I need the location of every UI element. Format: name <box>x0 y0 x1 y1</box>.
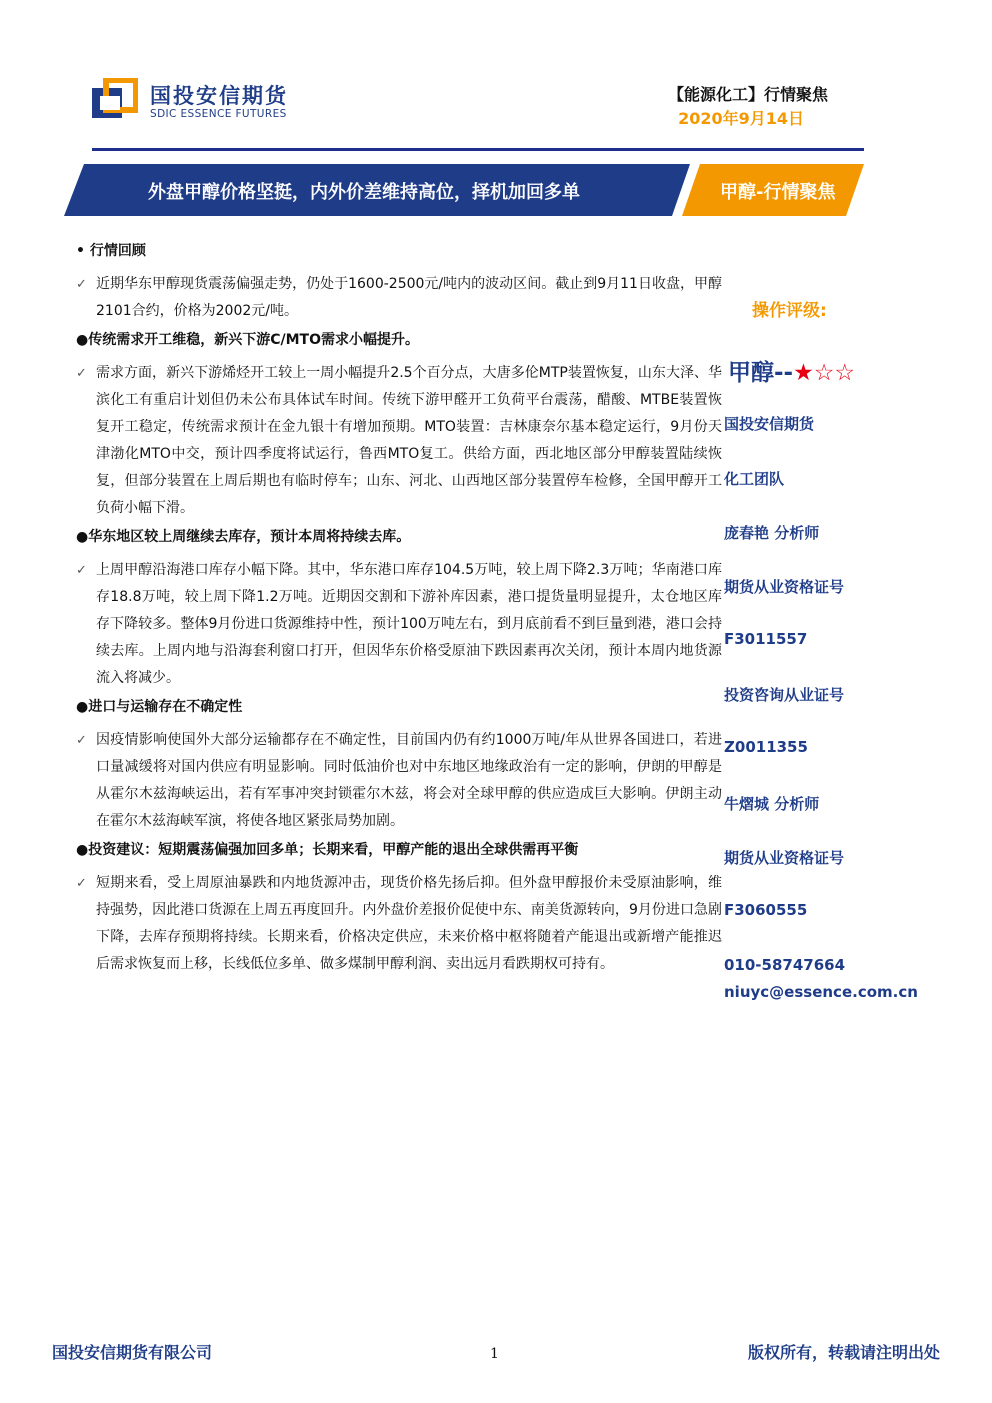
paragraph-text: 短期来看，受上周原油暴跌和内地货源冲击，现货价格先扬后抑。但外盘甲醇报价未受原油影响，维持强势，因此港口货源在上周五再度回升。内外盘价差报价促使中东、南美货源转向，9月份进口急剧下降，去库存预期将持续。长期来看，价格决定供应，未来价格中枢将随着产能退出或新增产能推迟后需求恢复而上移，长线低位多单、做多煤制甲醇利润、卖出远月看跌期权可持有。 <box>96 875 722 972</box>
paragraph-text: 需求方面，新兴下游烯烃开工较上一周小幅提升2.5个百分点，大唐多伦MTP装置恢复，山东大泽、华滨化工有重启计划但仍未公布具体试车时间。传统下游甲醛开工负荷平台震荡，醋酸、MTBE装置恢复开工稳定，传统需求预计在金九银十有增加预期。MTO装置：吉林康奈尔基本稳定运行，9月份天津渤化MTO中交，预计四季度将试运行，鲁西MTO复工。供给方面，西北地区部分甲醇装置陆续恢复，但部分装置在上周后期也有临时停车；山东、河北、山西地区部分装置停车检修，全国甲醇开工负荷小幅下滑。 <box>96 365 722 516</box>
report-date: 2020年9月14日 <box>678 109 804 128</box>
sidebar-cert-2: Z0011355 <box>724 738 808 756</box>
section-paragraph <box>76 360 722 522</box>
paragraph-text: 上周甲醇沿海港口库存小幅下降。其中，华东港口库存104.5万吨，较上周下降2.3万吨；华南港口库存18.8万吨，较上周下降1.2万吨。近期因交割和下游补库因素，港口提货量明显提升，太仓地区库存下降较多。整体9月份进口货源维持中性，预计100万吨左右，到月底前看不到巨量到港，港口会持续去库。上周内地与沿海套利窗口打开，但因华东价格受原油下跌因素再次关闭，预计本周内地货源流入将减少。 <box>96 562 722 686</box>
star-empty-icon: ☆☆ <box>813 360 855 386</box>
section-heading: • 行情回顾 <box>76 243 146 259</box>
report-type: 【能源化工】行情聚焦 <box>667 85 828 104</box>
checkmark-icon: ✓ <box>76 563 87 578</box>
rating-label: 操作评级: <box>752 301 827 321</box>
section-paragraph <box>76 557 722 692</box>
footer-company: 国投安信期货有限公司 <box>52 1343 213 1362</box>
banner-title: 外盘甲醇价格坚挺，内外价差维持高位，择机加回多单 <box>148 182 580 203</box>
rating <box>728 354 855 387</box>
header-divider <box>92 148 864 151</box>
sidebar-cert-3: F3060555 <box>724 901 808 919</box>
page-number: 1 <box>490 1346 499 1362</box>
title-banner <box>64 164 864 216</box>
sidebar-team: 化工团队 <box>724 470 785 488</box>
footer-copyright: 版权所有，转载请注明出处 <box>747 1343 940 1362</box>
sidebar-company: 国投安信期货 <box>724 415 815 433</box>
section-heading: ●进口与运输存在不确定性 <box>76 699 243 715</box>
sidebar-cert-label-1: 期货从业资格证号 <box>724 578 845 596</box>
sidebar-phone: 010-58747664 <box>724 956 846 974</box>
section-heading: ●传统需求开工维稳，新兴下游C/MTO需求小幅提升。 <box>76 332 419 348</box>
checkmark-icon: ✓ <box>76 277 87 292</box>
logo-en-text: SDIC ESSENCE FUTURES <box>150 108 287 120</box>
main-content <box>76 238 722 980</box>
company-logo <box>92 78 322 124</box>
checkmark-icon: ✓ <box>76 366 87 381</box>
sidebar-cert-label-2: 投资咨询从业证号 <box>724 686 845 704</box>
paragraph-text: 近期华东甲醇现货震荡偏强走势，仍处于1600-2500元/吨内的波动区间。截止到9月11日收盘，甲醇2101合约，价格为2002元/吨。 <box>96 276 722 319</box>
section-paragraph <box>76 727 722 835</box>
sidebar-analyst-2: 牛熠城 分析师 <box>724 795 820 813</box>
star-filled-icon: ★ <box>793 360 814 386</box>
checkmark-icon: ✓ <box>76 733 87 748</box>
sidebar-cert-label-3: 期货从业资格证号 <box>724 849 845 867</box>
logo-cn-text: 国投安信期货 <box>150 84 288 108</box>
section-heading: ●投资建议：短期震荡偏强加回多单；长期来看，甲醇产能的退出全球供需再平衡 <box>76 842 579 858</box>
checkmark-icon: ✓ <box>76 876 87 891</box>
rating-product: 甲醇-- <box>728 360 794 386</box>
sidebar-cert-1: F3011557 <box>724 630 808 648</box>
sidebar-email[interactable]: niuyc@essence.com.cn <box>724 983 918 1001</box>
banner-tag: 甲醇-行情聚焦 <box>720 182 836 203</box>
section-paragraph <box>76 271 722 325</box>
sidebar-analyst-1: 庞春艳 分析师 <box>724 524 820 542</box>
paragraph-text: 因疫情影响使国外大部分运输都存在不确定性，目前国内仍有约1000万吨/年从世界各国进口，若进口量减缓将对国内供应有明显影响。同时低油价也对中东地区地缘政治有一定的影响，伊朗的甲醇是从霍尔木兹海峡运出，若有军事冲突封锁霍尔木兹，将会对全球甲醇的供应造成巨大影响。伊朗主动在霍尔木兹海峡军演，将使各地区紧张局势加剧。 <box>96 732 722 829</box>
section-paragraph <box>76 870 722 978</box>
section-heading: ●华东地区较上周继续去库存，预计本周将持续去库。 <box>76 529 411 545</box>
logo-mark-icon <box>92 78 138 122</box>
